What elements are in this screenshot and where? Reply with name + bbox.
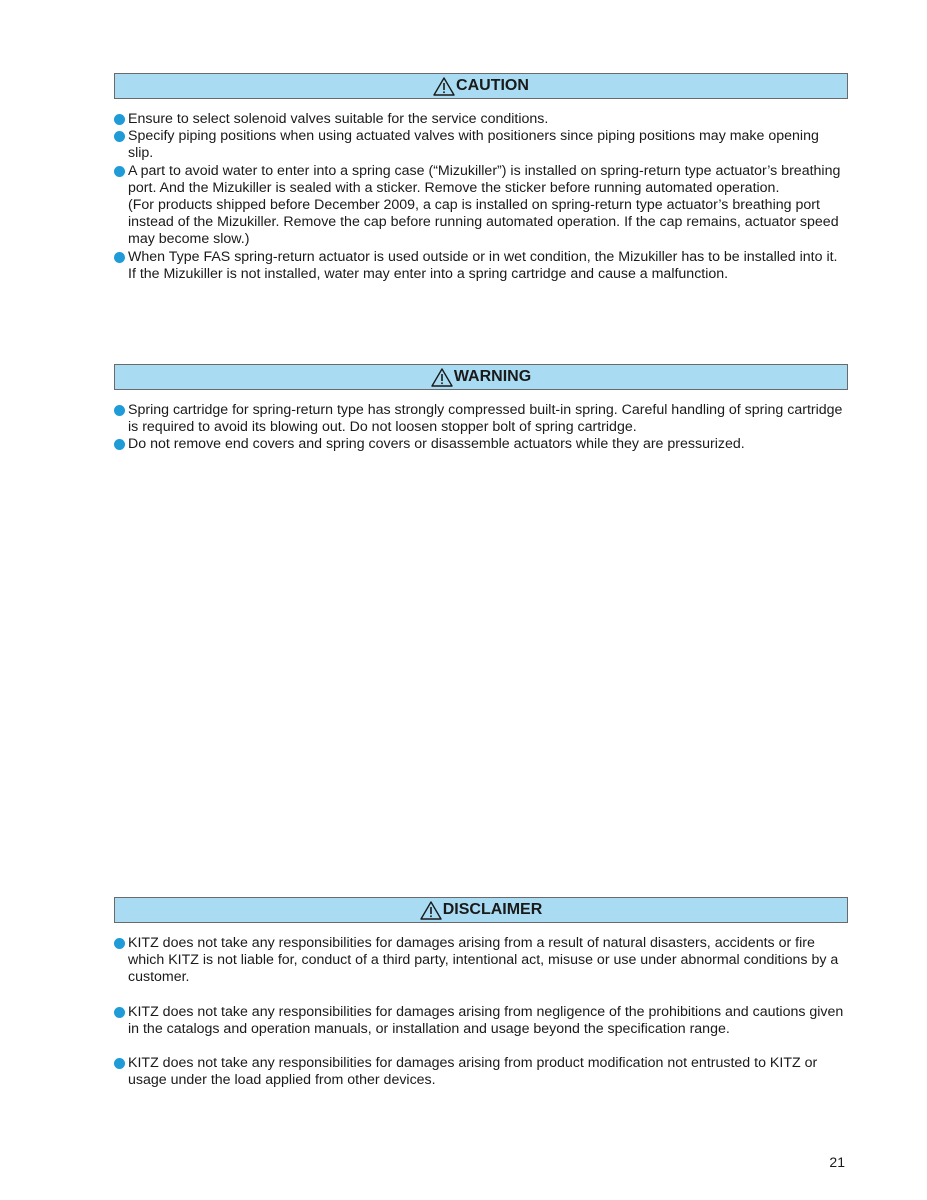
warning-triangle-icon <box>433 77 455 96</box>
caution-section <box>114 73 848 283</box>
list-item: Do not remove end covers and spring covers or disassemble actuators while they are pressurized. <box>114 436 848 453</box>
disclaimer-banner <box>114 897 848 923</box>
page-number: 21 <box>829 1154 845 1170</box>
caution-list <box>114 111 848 283</box>
bullet-dot-icon <box>114 252 125 263</box>
bullet-dot-icon <box>114 938 125 949</box>
bullet-dot-icon <box>114 166 125 177</box>
bullet-dot-icon <box>114 1058 125 1069</box>
list-item: When Type FAS spring-return actuator is used outside or in wet condition, the Mizukiller has to be installed into it. If the Mizukiller is not installed, water may enter into a spring cartridge and cause a malfunction. <box>114 249 848 283</box>
list-item: KITZ does not take any responsibilities for damages arising from a result of natural disasters, accidents or fire which KITZ is not liable for, conduct of a third party, intentional act, misuse or use under abnormal conditions by a customer. <box>114 935 848 987</box>
disclaimer-title: DISCLAIMER <box>442 901 543 918</box>
caution-title: CAUTION <box>456 77 529 94</box>
list-item: Spring cartridge for spring-return type has strongly compressed built-in spring. Careful handling of spring cartridge is required to avoid its blowing out. Do not loosen stopper bolt of spring cartridge. <box>114 402 848 436</box>
warning-triangle-icon <box>420 901 442 920</box>
list-item: KITZ does not take any responsibilities for damages arising from negligence of the prohibitions and cautions given in the catalogs and operation manuals, or installation and usage beyond the specification range. <box>114 1004 848 1038</box>
warning-title: WARNING <box>453 368 532 385</box>
list-item: Specify piping positions when using actuated valves with positioners since piping positions may make opening slip. <box>114 128 848 162</box>
bullet-dot-icon <box>114 114 125 125</box>
warning-list <box>114 402 848 454</box>
bullet-dot-icon <box>114 1007 125 1018</box>
list-item: A part to avoid water to enter into a spring case (“Mizukiller”) is installed on spring-return type actuator’s breathing port. And the Mizukiller is sealed with a sticker. Remove the sticker before running automated operation. (For products shipped before December 2009, a cap is installed on spring-return type actuator’s breathing port instead of the Mizukiller. Remove the cap before running automated operation. If the cap remains, actuator speed may become slow.) <box>114 163 848 249</box>
list-item: Ensure to select solenoid valves suitable for the service conditions. <box>114 111 848 128</box>
warning-section <box>114 364 848 454</box>
warning-banner <box>114 364 848 390</box>
caution-banner <box>114 73 848 99</box>
list-item: KITZ does not take any responsibilities for damages arising from product modification not entrusted to KITZ or usage under the load applied from other devices. <box>114 1055 848 1089</box>
disclaimer-list <box>114 935 848 1089</box>
warning-triangle-icon <box>431 368 453 387</box>
disclaimer-section <box>114 897 848 1106</box>
bullet-dot-icon <box>114 131 125 142</box>
bullet-dot-icon <box>114 405 125 416</box>
bullet-dot-icon <box>114 439 125 450</box>
